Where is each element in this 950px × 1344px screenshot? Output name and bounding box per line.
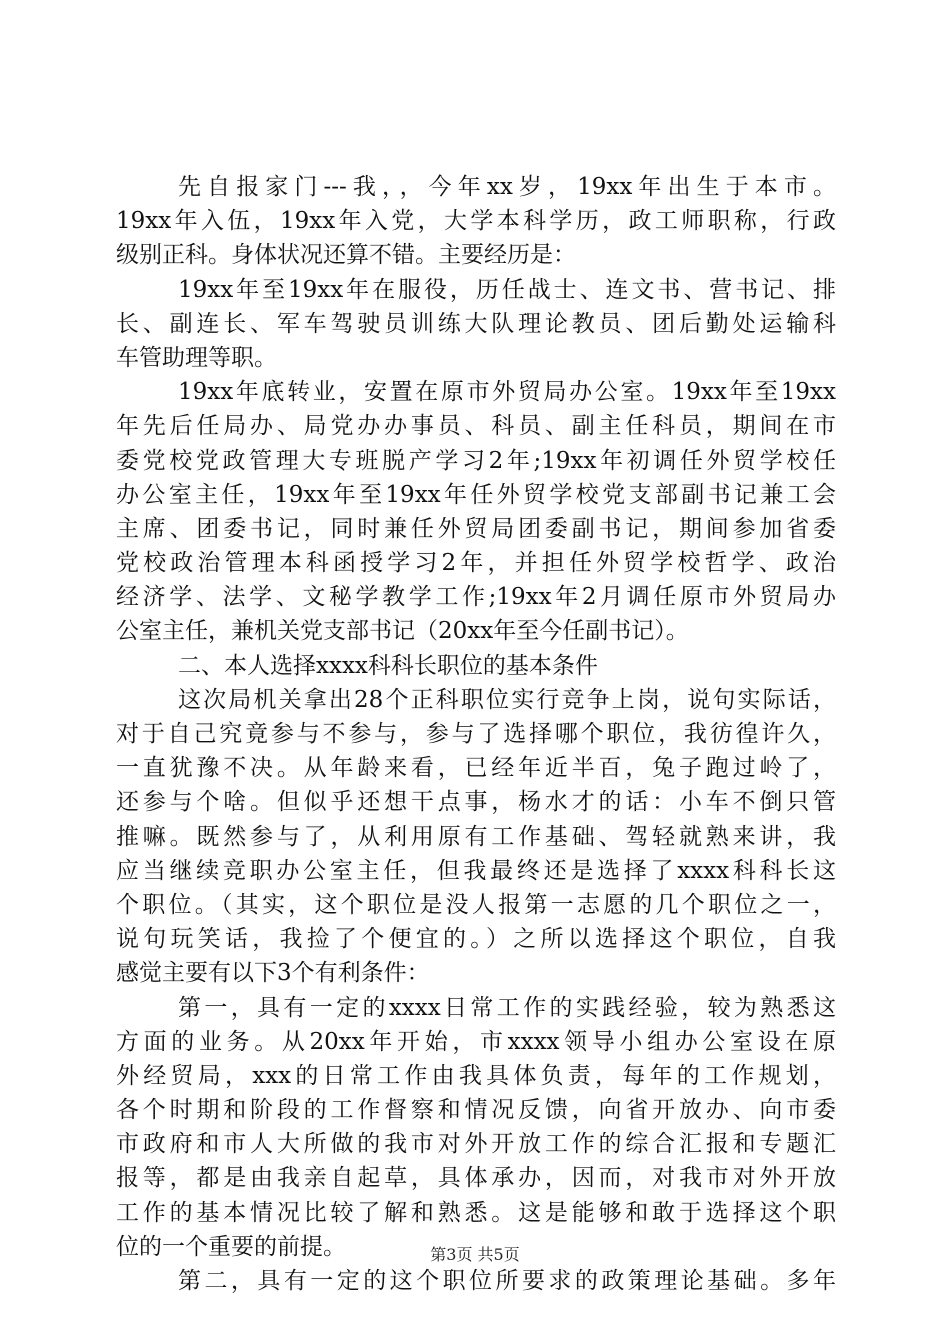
text-line: 19xx年至19xx年在服役，历任战士、连文书、营书记、排 (178, 276, 836, 303)
text-line: 19xx年底转业，安置在原市外贸局办公室。19xx年至19xx (178, 379, 836, 406)
text-line: 委党校党政管理大专班脱产学习2年;19xx年初调任外贸学校任 (116, 447, 836, 474)
text-line: 19xx年入伍，19xx年入党，大学本科学历，政工师职称，行政 (116, 208, 836, 235)
page-number-footer: 第3页 共5页 (430, 1245, 520, 1264)
document-body (116, 170, 836, 1298)
text-line: 党校政治管理本科函授学习2年，并担任外贸学校哲学、政治 (116, 550, 836, 577)
text-line: 各个时期和阶段的工作督察和情况反馈，向省开放办、向市委 (116, 1097, 836, 1124)
text-line: 位的一个重要的前提。 (116, 1233, 346, 1260)
text-line: 车管助理等职。 (116, 344, 277, 371)
text-line: 主席、团委书记，同时兼任外贸局团委副书记，期间参加省委 (116, 515, 836, 542)
text-line: 报等，都是由我亲自起草，具体承办，因而，对我市对外开放 (116, 1165, 836, 1192)
text-line: 第一，具有一定的xxxx日常工作的实践经验，较为熟悉这 (178, 994, 836, 1021)
text-line: 先自报家门---我，，今年xx岁，19xx年出生于本市。 (178, 174, 836, 200)
text-line: 长、副连长、军车驾驶员训练大队理论教员、团后勤处运输科 (116, 310, 836, 337)
text-line: 还参与个啥。但似乎还想干点事，杨水才的话：小车不倒只管 (116, 789, 836, 816)
text-line: 一直犹豫不决。从年龄来看，已经年近半百，兔子跑过岭了， (116, 755, 836, 782)
text-line: 经济学、法学、文秘学教学工作;19xx年2月调任原市外贸局办 (116, 584, 836, 611)
text-line: 这次局机关拿出28个正科职位实行竞争上岗，说句实际话， (178, 686, 836, 713)
text-line: 年先后任局办、局党办办事员、科员、副主任科员，期间在市 (116, 413, 836, 440)
text-line: 第二，具有一定的这个职位所要求的政策理论基础。多年 (178, 1268, 836, 1294)
text-line: 公室主任，兼机关党支部书记（20xx年至今任副书记）。 (116, 618, 689, 645)
text-line: 方面的业务。从20xx年开始，市xxxx领导小组办公室设在原 (116, 1028, 836, 1055)
text-line: 对于自己究竟参与不参与，参与了选择哪个职位，我彷徨许久， (116, 721, 836, 747)
text-line: 应当继续竞职办公室主任，但我最终还是选择了xxxx科科长这 (116, 857, 836, 884)
text-line: 推嘛。既然参与了，从利用原有工作基础、驾轻就熟来讲，我 (116, 823, 836, 850)
text-line: 工作的基本情况比较了解和熟悉。这是能够和敢于选择这个职 (116, 1199, 836, 1226)
text-line: 外经贸局，xxx的日常工作由我具体负责，每年的工作规划， (116, 1062, 836, 1089)
text-line: 办公室主任，19xx年至19xx年任外贸学校党支部副书记兼工会 (116, 481, 836, 508)
text-line: 级别正科。身体状况还算不错。主要经历是： (116, 242, 576, 269)
text-line: 市政府和市人大所做的我市对外开放工作的综合汇报和专题汇 (116, 1131, 836, 1158)
text-line: 个职位。（其实，这个职位是没人报第一志愿的几个职位之一， (116, 891, 836, 918)
section-heading: 二、本人选择xxxx科科长职位的基本条件 (178, 652, 598, 679)
text-line: 感觉主要有以下3个有利条件： (116, 960, 430, 987)
text-line: 说句玩笑话，我捡了个便宜的。）之所以选择这个职位，自我 (116, 926, 836, 953)
